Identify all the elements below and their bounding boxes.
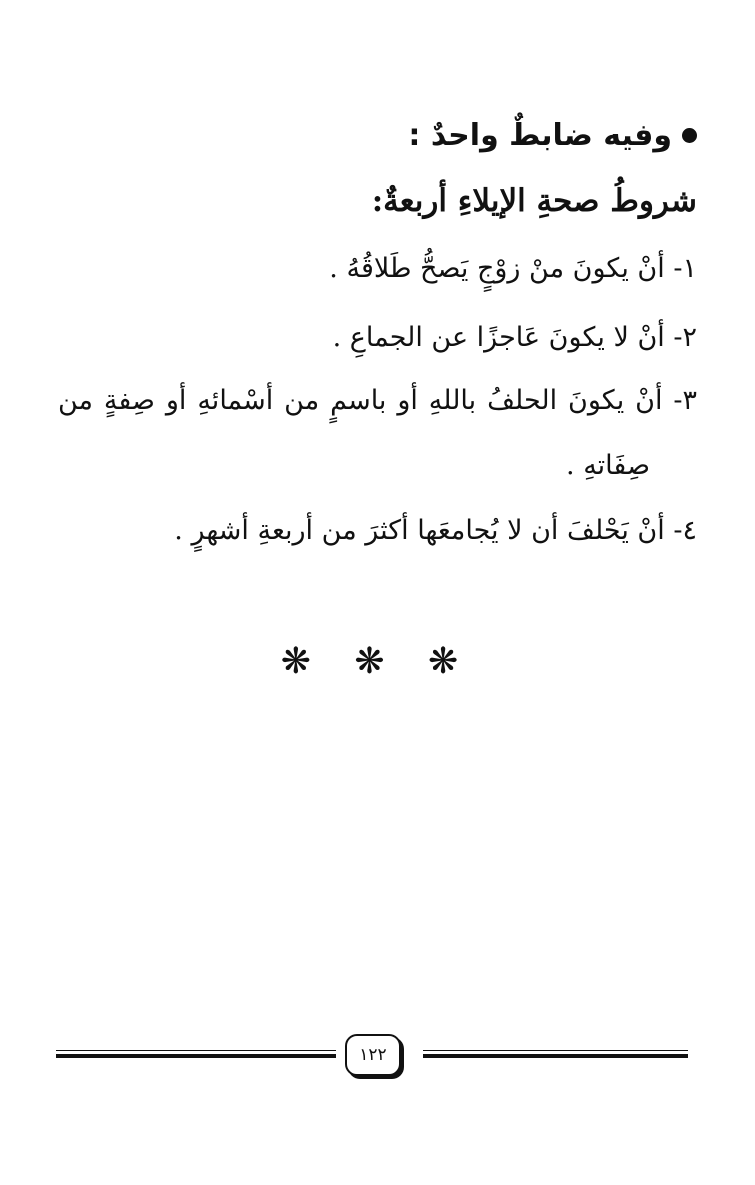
subheading: شروطُ صحةِ الإيلاءِ أربعةٌ: xyxy=(371,183,697,219)
section-separator: ❋ ❋ ❋ xyxy=(280,641,475,682)
bullet-icon xyxy=(682,128,697,143)
list-item-3: ٣- أنْ يكونَ الحلفُ باللهِ أو باسمٍ من أسْمائهِ أو صِفةٍ من xyxy=(58,385,697,416)
footer-rule-left xyxy=(56,1050,336,1058)
page-footer xyxy=(56,1034,688,1074)
list-item-1: ١- أنْ يكونَ منْ زوْجٍ يَصحُّ طَلاقُهُ . xyxy=(329,253,697,284)
section-heading xyxy=(408,118,697,153)
section-heading-text: وفيه ضابطٌ واحدٌ : xyxy=(408,118,672,153)
footer-rule-right xyxy=(423,1050,688,1058)
list-item-4: ٤- أنْ يَحْلفَ أن لا يُجامعَها أكثرَ من أربعةِ أشهرٍ . xyxy=(174,515,697,546)
list-item-3-continuation: صِفَاتهِ . xyxy=(566,450,650,481)
list-item-2: ٢- أنْ لا يكونَ عَاجزًا عن الجماعِ . xyxy=(332,322,697,353)
page-number: ١٢٢ xyxy=(345,1034,401,1076)
